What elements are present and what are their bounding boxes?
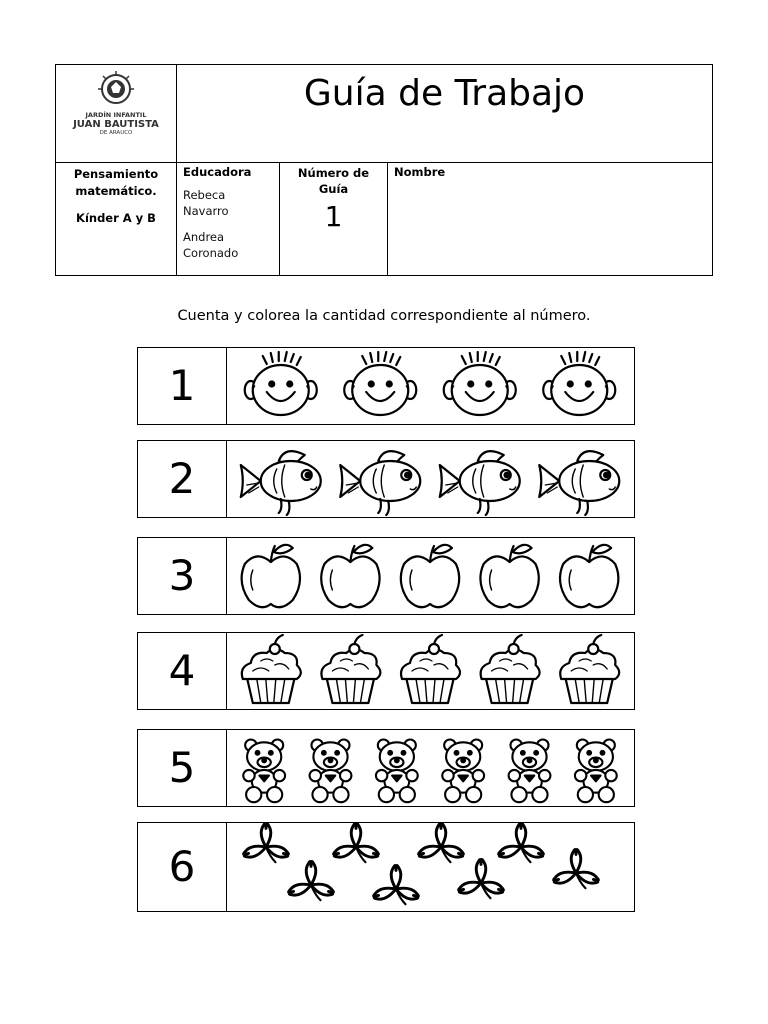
boy-face-icon[interactable]: [245, 352, 317, 415]
exercise-row-2: [137, 440, 635, 518]
info-row: [56, 162, 712, 275]
exercise-row-4: [137, 632, 635, 710]
shamrock-icon[interactable]: [417, 824, 464, 863]
exercise-number: 3: [138, 538, 227, 614]
exercise-items[interactable]: [226, 730, 634, 806]
exercise-items[interactable]: [226, 633, 634, 709]
guide-label-line1: Número de: [297, 166, 370, 180]
shamrock-icon[interactable]: [372, 866, 419, 905]
educator-label: Educadora: [183, 165, 252, 179]
cupcake-icon[interactable]: [560, 635, 619, 703]
teddy-bear-icon[interactable]: [509, 740, 551, 803]
apple-icon[interactable]: [480, 545, 538, 607]
shamrock-icon[interactable]: [497, 824, 544, 863]
exercise-items[interactable]: [226, 441, 634, 517]
shamrock-icon[interactable]: [242, 824, 289, 863]
exercise-number: 6: [138, 823, 227, 911]
exercise-items[interactable]: [226, 348, 634, 424]
header-table: [55, 64, 713, 276]
apple-icon[interactable]: [560, 545, 618, 607]
cupcake-icon[interactable]: [401, 635, 460, 703]
cupcake-icon[interactable]: [481, 635, 540, 703]
apple-icon[interactable]: [401, 545, 459, 607]
exercise-row-5: [137, 729, 635, 807]
logo-line3: DE ARAUCO: [99, 130, 133, 136]
fish-icon[interactable]: [340, 451, 420, 515]
fish-icon[interactable]: [440, 451, 520, 515]
exercise-row-3: [137, 537, 635, 615]
apple-icon[interactable]: [242, 545, 300, 607]
teddy-bear-icon[interactable]: [442, 740, 484, 803]
exercise-items[interactable]: [226, 823, 634, 911]
exercise-row-1: [137, 347, 635, 425]
educator1-last: Navarro: [183, 204, 229, 218]
cupcake-icon[interactable]: [321, 635, 380, 703]
cupcake-icon[interactable]: [242, 635, 301, 703]
logo-cell: [56, 65, 177, 162]
educator2-last: Coronado: [183, 246, 239, 260]
logo-line1: JARDÍN INFANTIL: [85, 111, 147, 119]
exercise-items[interactable]: [226, 538, 634, 614]
shamrock-icon[interactable]: [457, 860, 504, 899]
educator1-first: Rebeca: [183, 188, 226, 202]
instruction-text: Cuenta y colorea la cantidad correspondiente al número.: [177, 308, 591, 324]
subject-line1: Pensamiento: [73, 167, 159, 181]
boy-face-icon[interactable]: [444, 352, 516, 415]
boy-face-icon[interactable]: [344, 352, 416, 415]
fish-icon[interactable]: [539, 451, 619, 515]
exercise-number: 5: [138, 730, 227, 806]
fish-icon[interactable]: [241, 451, 321, 515]
shamrock-icon[interactable]: [332, 824, 379, 863]
boy-face-icon[interactable]: [543, 352, 615, 415]
exercise-number: 1: [138, 348, 227, 424]
educator-cell: [177, 163, 280, 275]
teddy-bear-icon[interactable]: [376, 740, 418, 803]
subject-line2: matemático.: [75, 184, 157, 198]
guide-number-cell: [280, 163, 388, 275]
title-cell: [177, 65, 712, 162]
subject-cell: [56, 163, 177, 275]
guide-number: 1: [324, 200, 343, 233]
page-title: Guía de Trabajo: [303, 73, 586, 114]
exercise-row-6: [137, 822, 635, 912]
exercise-number: 2: [138, 441, 227, 517]
shamrock-icon[interactable]: [552, 850, 599, 889]
exercise-number: 4: [138, 633, 227, 709]
logo-line2: JUAN BAUTISTA: [73, 119, 159, 130]
teddy-bear-icon[interactable]: [243, 740, 285, 803]
teddy-bear-icon[interactable]: [575, 740, 617, 803]
shamrock-icon[interactable]: [287, 862, 334, 901]
apple-icon[interactable]: [321, 545, 379, 607]
teddy-bear-icon[interactable]: [310, 740, 352, 803]
group-label: Kínder A y B: [76, 211, 156, 225]
educator2-first: Andrea: [183, 230, 225, 244]
guide-label-line2: Guía: [318, 182, 349, 196]
name-cell[interactable]: [388, 163, 712, 275]
name-label: Nombre: [394, 165, 446, 179]
school-logo-icon: [56, 65, 177, 162]
